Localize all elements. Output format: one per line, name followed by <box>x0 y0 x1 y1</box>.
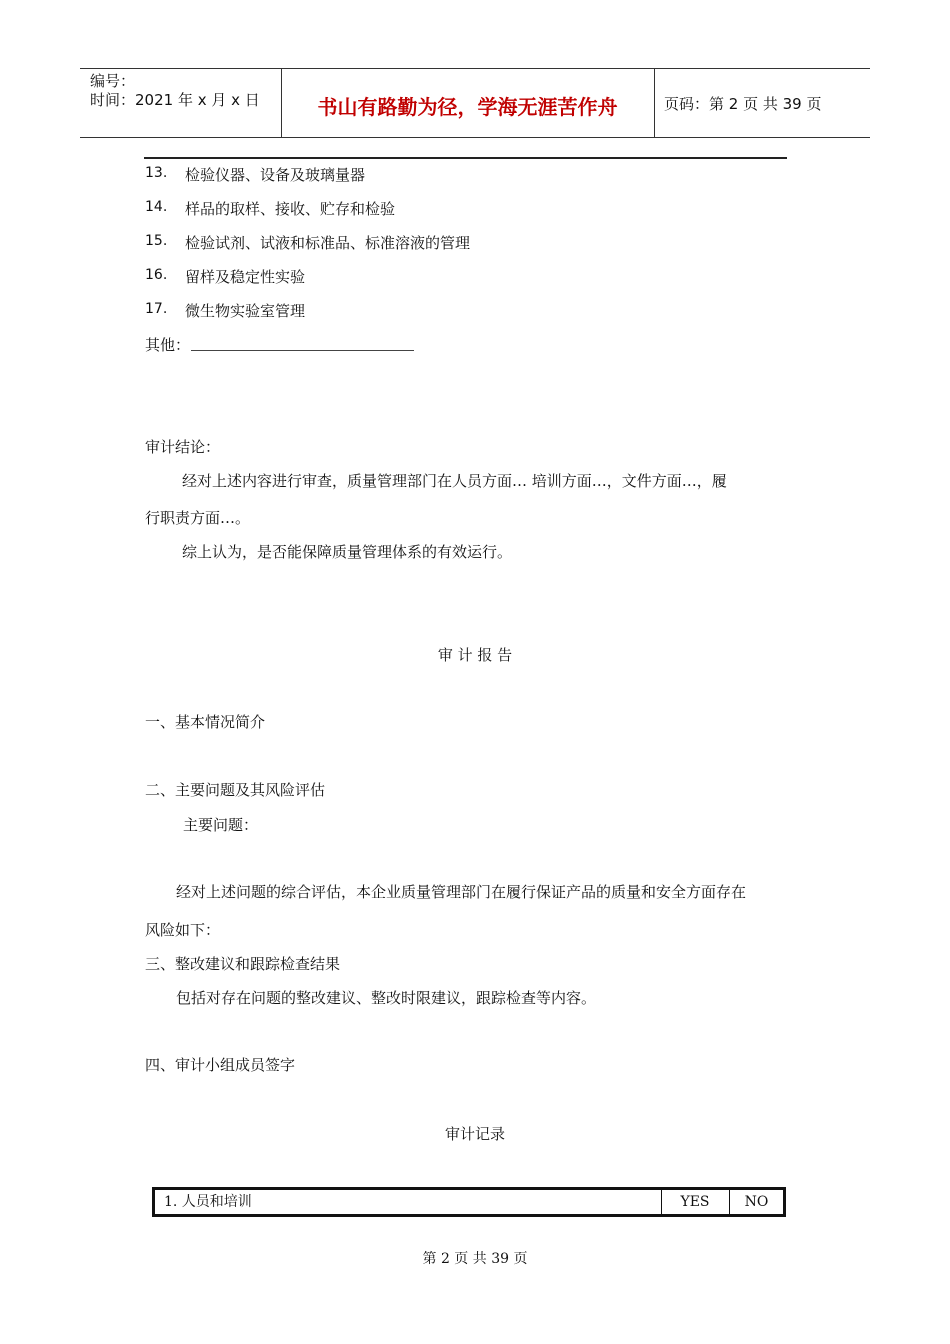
item-text: 检验仪器、设备及玻璃量器 <box>185 166 366 184</box>
item-number: 14. <box>145 199 168 215</box>
item-text: 样品的取样、接收、贮存和检验 <box>185 200 396 218</box>
record-cell-yes <box>661 1190 730 1214</box>
report-subheading: 主要问题： <box>183 816 259 834</box>
report-section-heading: 一、基本情况简介 <box>145 713 266 731</box>
doc-time-label: 时间：2021 年 x 月 x 日 <box>90 91 260 109</box>
header-divider <box>654 69 655 137</box>
item-number: 15. <box>145 233 168 249</box>
conclusion-paragraph: 经对上述内容进行审查，质量管理部门在人员方面… 培训方面…，文件方面…，履 <box>182 472 727 490</box>
record-cell-no <box>730 1190 783 1214</box>
report-paragraph: 风险如下： <box>145 921 221 939</box>
record-title: 审计记录 <box>444 1125 505 1143</box>
record-table <box>152 1187 786 1217</box>
report-paragraph: 经对上述问题的综合评估，本企业质量管理部门在履行保证产品的质量和安全方面存在 <box>176 883 747 901</box>
item-number: 13. <box>145 165 168 181</box>
conclusion-title: 审计结论： <box>145 438 221 456</box>
record-cell-item <box>155 1190 662 1214</box>
page-footer: 第 2 页 共 39 页 <box>422 1251 528 1267</box>
header-meta <box>90 72 260 110</box>
conclusion-paragraph: 行职责方面…。 <box>145 509 251 527</box>
header-page-info: 页码：第 2 页 共 39 页 <box>664 95 822 113</box>
record-no-label: NO <box>744 1194 769 1210</box>
header-motto: 书山有路勤为径，学海无涯苦作舟 <box>317 95 618 119</box>
conclusion-paragraph: 综上认为，是否能保障质量管理体系的有效运行。 <box>182 543 513 561</box>
report-section-heading: 四、审计小组成员签字 <box>145 1056 296 1074</box>
report-section-heading: 二、主要问题及其风险评估 <box>145 781 326 799</box>
item-number: 16. <box>145 267 168 283</box>
report-title: 审 计 报 告 <box>437 646 513 664</box>
item-text: 留样及稳定性实验 <box>185 268 306 286</box>
section-rule <box>144 157 787 159</box>
record-item-text: 1. 人员和培训 <box>164 1194 252 1210</box>
item-number: 17. <box>145 301 168 317</box>
other-label: 其他： <box>145 336 191 354</box>
item-text: 微生物实验室管理 <box>185 302 306 320</box>
report-paragraph: 包括对存在问题的整改建议、整改时限建议，跟踪检查等内容。 <box>176 989 597 1007</box>
document-header <box>80 68 870 138</box>
record-yes-label: YES <box>680 1194 710 1210</box>
doc-number-label: 编号： <box>90 72 136 90</box>
report-section-heading: 三、整改建议和跟踪检查结果 <box>145 955 341 973</box>
item-text: 检验试剂、试液和标准品、标准溶液的管理 <box>185 234 471 252</box>
other-fill-line <box>191 350 414 351</box>
